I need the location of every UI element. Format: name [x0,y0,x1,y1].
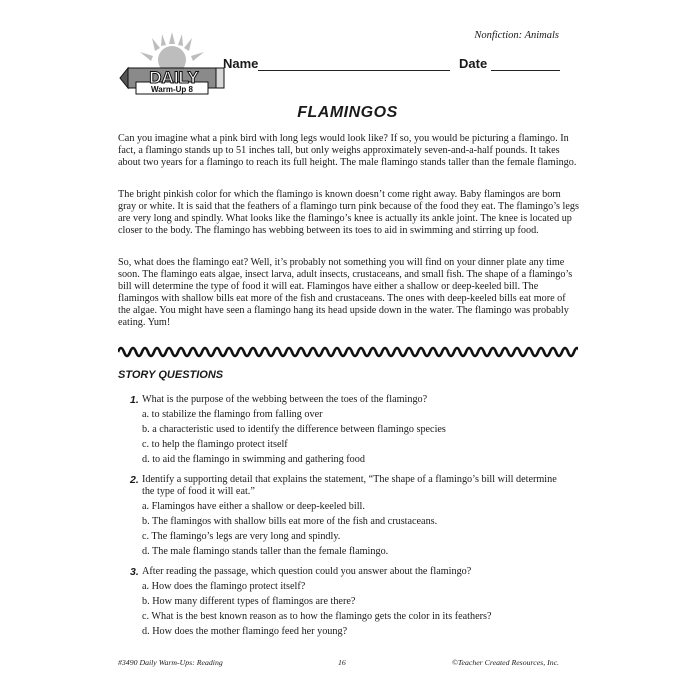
logo-word: DAILY [149,68,199,87]
answer-option[interactable]: d. The male flamingo stands taller than the female flamingo. [142,546,389,557]
answer-option[interactable]: c. The flamingo’s legs are very long and spindly. [142,531,341,542]
name-write-line[interactable] [258,70,450,71]
answer-option[interactable]: a. to stabilize the flamingo from falling over [142,409,323,420]
question-stem: Identify a supporting detail that explains the statement, “The shape of a flamingo’s bill will determine the type of food it will eat.” [142,474,557,498]
question-stem: After reading the passage, which question could you answer about the flamingo? [142,566,472,577]
passage-paragraph-2: The bright pinkish color for which the flamingo is known doesn’t come right away. Baby flamingos are born gray or white. It is said that the feathers of a flamingo turn pink because of the food they eat. The flamingo’s legs are very long and spindly. What looks like the flamingo’s knee is actually its ankle joint. The knee is located up closer to the body. The flamingo has webbing between its toes to aid in swimming and stirring up food. [118,189,579,237]
date-write-line[interactable] [491,70,560,71]
footer-book-title: #3490 Daily Warm-Ups: Reading [118,658,223,667]
answer-option[interactable]: b. a characteristic used to identify the difference between flamingo species [142,424,446,435]
question-1 [130,394,570,408]
daily-warmup-logo [118,30,228,102]
answer-option[interactable]: b. How many different types of flamingos are there? [142,596,356,607]
page-title: FLAMINGOS [297,104,398,121]
answer-option[interactable]: a. Flamingos have either a shallow or deep-keeled bill. [142,501,365,512]
answer-option[interactable]: b. The flamingos with shallow bills eat more of the fish and crustaceans. [142,516,438,527]
question-2 [130,474,570,502]
answer-option[interactable]: d. to aid the flamingo in swimming and gathering food [142,454,365,465]
question-3 [130,566,570,580]
question-number: 1. [130,394,139,406]
answer-option[interactable]: c. to help the flamingo protect itself [142,439,288,450]
question-number: 2. [130,474,139,486]
answer-option[interactable]: a. How does the flamingo protect itself? [142,581,306,592]
question-stem: What is the purpose of the webbing between the toes of the flamingo? [142,394,428,405]
answer-option[interactable]: c. What is the best known reason as to how the flamingo gets the color in its feathers? [142,611,492,622]
footer-copyright: ©Teacher Created Resources, Inc. [451,658,559,667]
story-questions-heading: STORY QUESTIONS [118,369,224,381]
category-label: Nonfiction: Animals [474,30,559,41]
footer-page-number: 16 [338,658,346,667]
wavy-divider [118,342,578,362]
date-label: Date [459,56,488,71]
passage-paragraph-1: Can you imagine what a pink bird with long legs would look like? If so, you would be picturing a flamingo. In fact, a flamingo stands up to 51 inches tall, but only weighs approximately seven-and-a-half pounds. It takes about two years for a flamingo to reach its full height. The male flamingo stands taller than the female flamingo. [118,133,577,169]
logo-subtitle: Warm-Up 8 [151,85,193,94]
question-number: 3. [130,566,139,578]
answer-option[interactable]: d. How does the mother flamingo feed her young? [142,626,348,637]
name-label: Name [223,56,259,71]
passage-paragraph-3: So, what does the flamingo eat? Well, it’s probably not something you will find on your dinner plate any time soon. The flamingo eats algae, insect larva, adult insects, crustaceans, and small fish. The shape of a flamingo’s bill will determine the type of food it will eat. Flamingos have either a shallow or deep-keeled bill. The flamingos with shallow bills eat more of the fish and crustaceans. The ones with deep-keeled bills eat more of the algae. You might have seen a flamingo hang its head upside down in the water. The flamingo was probably eating. Yum! [118,257,573,329]
